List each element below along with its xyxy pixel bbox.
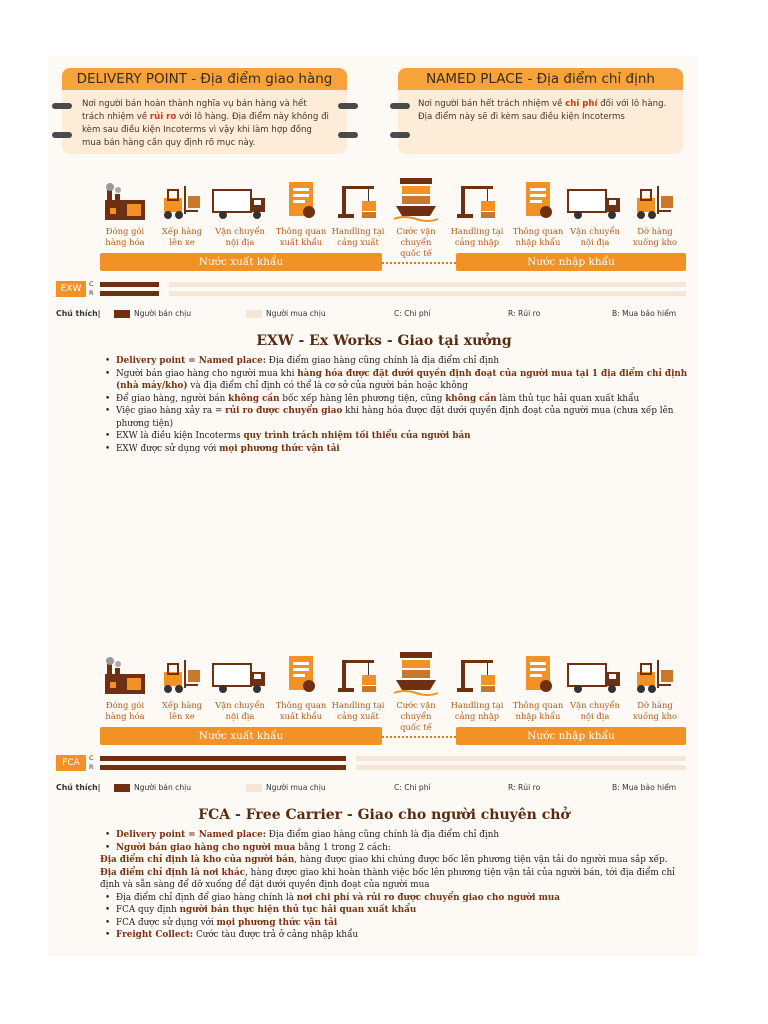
- legend-cost-label: C: Chi phí: [394, 309, 431, 318]
- legend-buyer-label: Người mua chịu: [266, 309, 326, 318]
- export-country-banner: Nước xuất khẩu: [100, 253, 382, 271]
- process-step: [271, 176, 331, 248]
- process-step: [565, 650, 625, 722]
- list-item: • Delivery point = Named place: Địa điểm giao hàng cũng chính là địa điểm chỉ định: [100, 829, 690, 842]
- process-step-label: Handling tại cảng nhập: [450, 226, 504, 247]
- legend-risk-label: R: Rủi ro: [508, 309, 541, 318]
- cost-highlight: chi phí: [565, 99, 598, 109]
- process-step-label: Dỡ hàng xuống kho: [632, 226, 678, 247]
- legend: [56, 783, 686, 797]
- list-item: • Người bán giao hàng cho người mua bằng 1 trong 2 cách:: [100, 842, 690, 855]
- process-step: [95, 650, 155, 722]
- crane-icon: [328, 176, 388, 222]
- exw-bullet-list: [100, 355, 690, 455]
- named-place-title: NAMED PLACE - Địa điểm chỉ định: [398, 68, 683, 90]
- process-step-label: Vận chuyển nội địa: [570, 700, 620, 721]
- list-item: • Địa điểm chỉ định để giao hàng chính là nơi chi phí và rủi ro được chuyển giao cho người mua: [100, 892, 690, 905]
- cost-row-label: C: [89, 280, 94, 288]
- pin-decoration: [390, 132, 410, 138]
- forklift-icon: [625, 176, 685, 222]
- list-item: • EXW là điều kiện Incoterms quy trình trách nhiệm tối thiểu của người bán: [100, 430, 690, 443]
- legend-seller-label: Người bán chịu: [134, 309, 192, 318]
- process-step: [508, 176, 568, 248]
- risk-buyer-bar: [169, 291, 686, 296]
- export-country-banner: Nước xuất khẩu: [100, 727, 382, 745]
- process-step-label: Đóng gói hàng hóa: [105, 226, 145, 247]
- process-step-label: Thông quan nhập khẩu: [512, 700, 564, 721]
- legend-risk-label: R: Rủi ro: [508, 783, 541, 792]
- crane-icon: [447, 176, 507, 222]
- risk-seller-bar: [100, 765, 346, 770]
- pin-decoration: [52, 132, 72, 138]
- legend-seller-swatch: [114, 310, 130, 318]
- import-country-banner: Nước nhập khẩu: [456, 727, 686, 745]
- document-icon: [271, 650, 331, 696]
- border-dotted-line: [382, 262, 456, 264]
- legend: [56, 309, 686, 323]
- process-step: [386, 176, 446, 259]
- risk-buyer-bar: [356, 765, 686, 770]
- pin-decoration: [390, 103, 410, 109]
- document-icon: [508, 176, 568, 222]
- crane-icon: [447, 650, 507, 696]
- risk-row-label: R: [89, 763, 94, 771]
- process-step: [565, 176, 625, 248]
- delivery-point-box: [62, 68, 347, 154]
- truck-icon: [210, 650, 270, 696]
- process-step-label: Dỡ hàng xuống kho: [632, 700, 678, 721]
- pin-decoration: [338, 103, 358, 109]
- truck-icon: [565, 176, 625, 222]
- exw-title: EXW - Ex Works - Giao tại xưởng: [256, 333, 512, 349]
- cost-buyer-bar: [169, 282, 686, 287]
- forklift-icon: [152, 650, 212, 696]
- process-step: [152, 650, 212, 722]
- process-step-label: Đóng gói hàng hóa: [105, 700, 145, 721]
- process-step: [447, 176, 507, 248]
- fca-title: FCA - Free Carrier - Giao cho người chuyên chở: [198, 807, 570, 823]
- process-step-label: Thông quan xuất khẩu: [275, 700, 327, 721]
- process-step-label: Handling tại cảng nhập: [450, 700, 504, 721]
- list-item: Địa điểm chỉ định là kho của người bán, hàng được giao khi chúng được bốc lên phương tiện vận tải do người mua sắp xếp.: [100, 855, 668, 865]
- forklift-icon: [152, 176, 212, 222]
- process-step-label: Vận chuyển nội địa: [570, 226, 620, 247]
- ship-icon: [386, 650, 446, 696]
- ship-icon: [386, 176, 446, 222]
- process-step: [386, 650, 446, 733]
- list-item: • Để giao hàng, người bán không cần bốc xếp hàng lên phương tiện, cũng không cần làm thủ tục hải quan xuất khẩu: [100, 393, 690, 406]
- process-step: [152, 176, 212, 248]
- pin-decoration: [338, 132, 358, 138]
- list-item: • Người bán giao hàng cho người mua khi hàng hóa được đặt dưới quyền định đoạt của người mua tại 1 địa điểm chỉ định (nhà máy/kho) và địa điểm chỉ định có thể là cơ sở của người bán hoặc không: [100, 368, 690, 393]
- named-place-text: Nơi người bán hết trách nhiệm về chi phí đối với lô hàng. Địa điểm này sẽ đi kèm sau điều kiện Incoterms: [418, 99, 667, 122]
- process-step-label: Vận chuyển nội địa: [215, 700, 265, 721]
- risk-row-label: R: [89, 289, 94, 297]
- factory-icon: [95, 176, 155, 222]
- import-country-banner: Nước nhập khẩu: [456, 253, 686, 271]
- list-item: • EXW được sử dụng với mọi phương thức vận tải: [100, 443, 690, 456]
- process-step-label: Xếp hàng lên xe: [161, 226, 203, 247]
- process-step: [271, 650, 331, 722]
- process-step-label: Handling tại cảng xuất: [331, 700, 385, 721]
- legend-insurance-label: B: Mua bảo hiểm: [612, 783, 677, 792]
- process-step-label: Thông quan xuất khẩu: [275, 226, 327, 247]
- incoterm-badge: FCA: [56, 755, 86, 771]
- border-dotted-line: [382, 736, 456, 738]
- delivery-point-title: DELIVERY POINT - Địa điểm giao hàng: [62, 68, 347, 90]
- cost-row-label: C: [89, 754, 94, 762]
- process-step-label: Thông quan nhập khẩu: [512, 226, 564, 247]
- list-item: Địa điểm chỉ định là nơi khác, hàng được giao khi hoàn thành việc bốc lên phương tiện vận tải của người bán, tới địa điểm chỉ định và sẵn sàng để dỡ xuống để đặt dưới quyền định đoạt của người mua: [100, 867, 675, 890]
- document-icon: [508, 650, 568, 696]
- process-step: [95, 176, 155, 248]
- document-icon: [271, 176, 331, 222]
- process-step: [210, 176, 270, 248]
- process-step: [447, 650, 507, 722]
- risk-highlight: rủi ro: [149, 112, 177, 122]
- legend-title: Chú thích|: [56, 783, 101, 792]
- process-step: [625, 650, 685, 722]
- list-item: • Delivery point = Named place: Địa điểm giao hàng cũng chính là địa điểm chỉ định: [100, 355, 690, 368]
- truck-icon: [210, 176, 270, 222]
- delivery-point-text: Nơi người bán hoàn thành nghĩa vụ bán hàng và hết trách nhiệm về rủi ro với lô hàng. Địa điểm này không đi kèm sau điều kiện Incoterms vì vậy khi làm hợp đồng mua bán hàng cần quy định rõ mục này.: [82, 99, 329, 148]
- process-step: [625, 176, 685, 248]
- process-step-label: Cước vận chuyển quốc tế: [396, 226, 436, 258]
- list-item: • FCA quy định người bán thực hiện thủ tục hải quan xuất khẩu: [100, 904, 690, 917]
- process-step-label: Vận chuyển nội địa: [215, 226, 265, 247]
- forklift-icon: [625, 650, 685, 696]
- named-place-box: [398, 68, 683, 154]
- process-step-label: Xếp hàng lên xe: [161, 700, 203, 721]
- list-item: • Việc giao hàng xảy ra = rủi ro được chuyển giao khi hàng hóa được đặt dưới quyền định đoạt của người mua (chưa xếp lên phương tiện): [100, 405, 690, 430]
- incoterm-badge: EXW: [56, 281, 86, 297]
- process-step: [328, 650, 388, 722]
- legend-cost-label: C: Chi phí: [394, 783, 431, 792]
- cost-seller-bar: [100, 282, 159, 287]
- cost-seller-bar: [100, 756, 346, 761]
- pin-decoration: [52, 103, 72, 109]
- process-step-label: Handling tại cảng xuất: [331, 226, 385, 247]
- process-step: [328, 176, 388, 248]
- fca-bullet-list: [100, 829, 690, 942]
- legend-buyer-swatch: [246, 310, 262, 318]
- list-item: • Freight Collect: Cước tàu được trả ở cảng nhập khẩu: [100, 929, 690, 942]
- risk-seller-bar: [100, 291, 159, 296]
- crane-icon: [328, 650, 388, 696]
- truck-icon: [565, 650, 625, 696]
- legend-seller-swatch: [114, 784, 130, 792]
- legend-buyer-swatch: [246, 784, 262, 792]
- cost-buyer-bar: [356, 756, 686, 761]
- process-step: [210, 650, 270, 722]
- process-step: [508, 650, 568, 722]
- legend-buyer-label: Người mua chịu: [266, 783, 326, 792]
- process-step-label: Cước vận chuyển quốc tế: [396, 700, 436, 732]
- list-item: • FCA được sử dụng với mọi phương thức vận tải: [100, 917, 690, 930]
- legend-seller-label: Người bán chịu: [134, 783, 192, 792]
- legend-title: Chú thích|: [56, 309, 101, 318]
- legend-insurance-label: B: Mua bảo hiểm: [612, 309, 677, 318]
- factory-icon: [95, 650, 155, 696]
